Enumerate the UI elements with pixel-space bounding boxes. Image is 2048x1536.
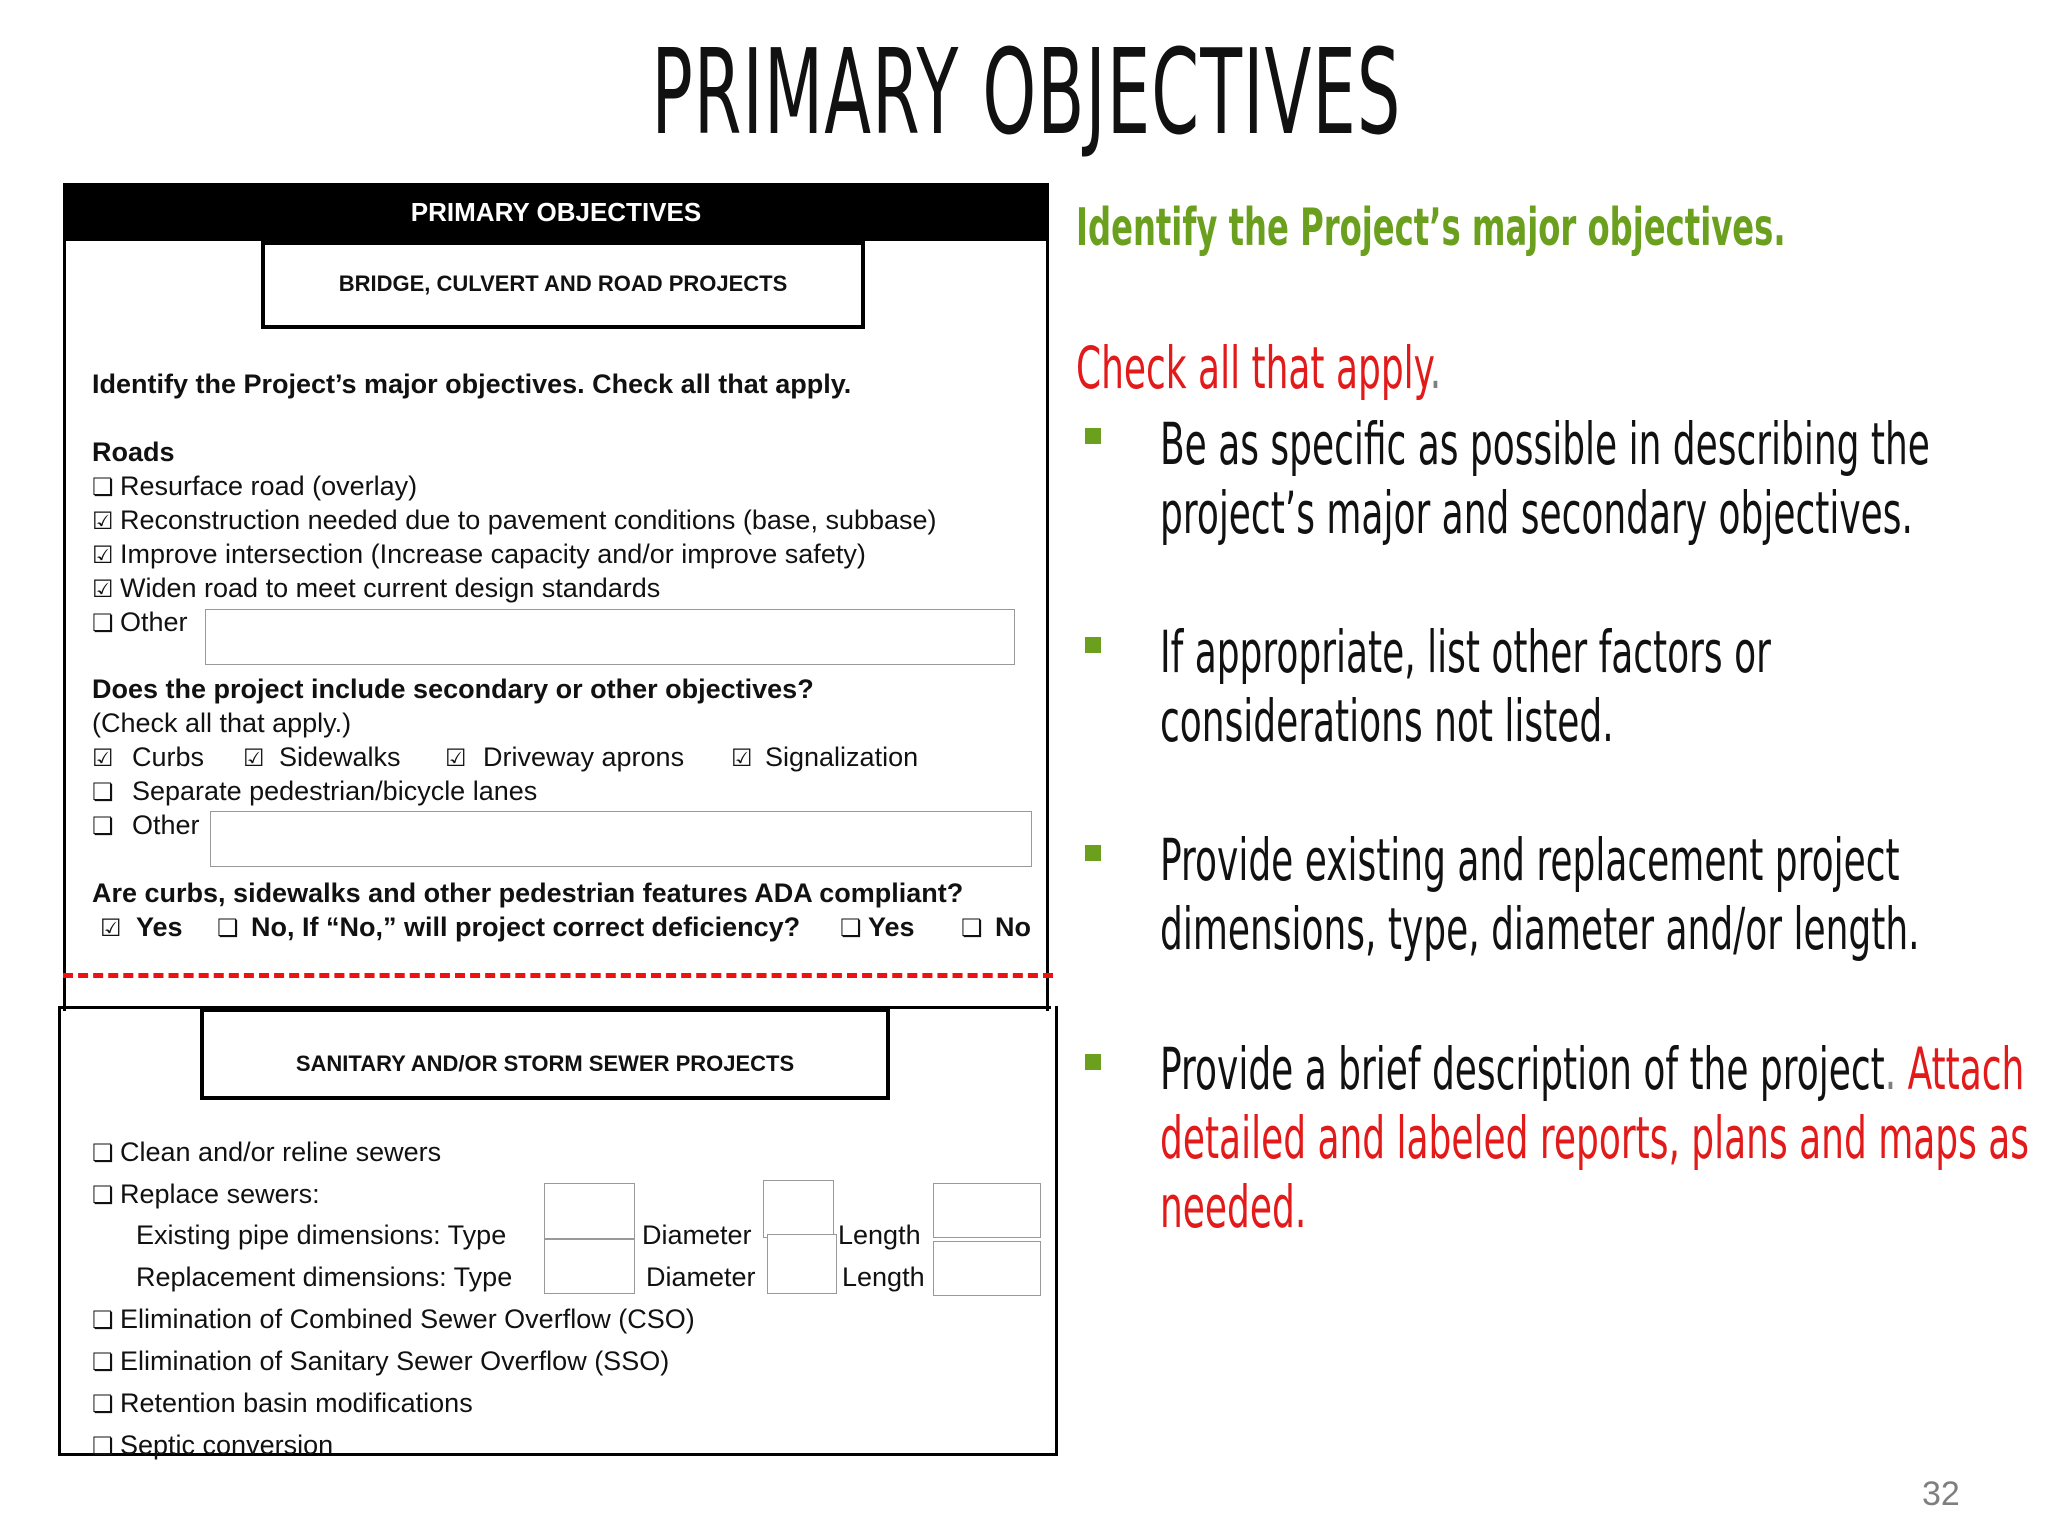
roads-other-input[interactable]	[205, 609, 1015, 665]
checked-box-icon[interactable]: ☑	[92, 541, 114, 569]
sewer-item-clean[interactable]: ❏ Clean and/or reline sewers	[92, 1137, 442, 1167]
form-border-right-lower	[1055, 1006, 1058, 1456]
square-bullet-icon	[1085, 1054, 1101, 1070]
checked-box-icon[interactable]: ☑	[92, 575, 114, 603]
checked-box-icon[interactable]: ☑	[445, 744, 467, 772]
replacement-diameter-label: Diameter	[646, 1262, 756, 1292]
empty-box-icon[interactable]: ❏	[92, 609, 114, 637]
replacement-dimensions-label: Replacement dimensions: Type	[136, 1262, 513, 1292]
bullet-description-line3: needed.	[1160, 1173, 1307, 1241]
section-title-roads: BRIDGE, CULVERT AND ROAD PROJECTS	[261, 241, 865, 329]
section-title-sewer: SANITARY AND/OR STORM SEWER PROJECTS	[200, 1008, 890, 1100]
existing-type-input[interactable]	[544, 1183, 635, 1239]
bullet-description-line2: detailed and labeled reports, plans and maps as	[1160, 1104, 2030, 1172]
ada-yes[interactable]: ☑ Yes	[100, 912, 183, 942]
empty-box-icon[interactable]: ❏	[92, 1348, 114, 1376]
form-border-left	[63, 241, 66, 1011]
replacement-diameter-input[interactable]	[767, 1234, 837, 1294]
secondary-item-driveway[interactable]: ☑ Driveway aprons	[445, 742, 685, 772]
checked-box-icon[interactable]: ☑	[92, 744, 114, 772]
existing-length-label: Length	[838, 1220, 921, 1250]
ada-question: Are curbs, sidewalks and other pedestrian features ADA compliant?	[92, 878, 964, 908]
bullet-specific-line2: project’s major and secondary objectives.	[1160, 479, 1913, 547]
bullet-dimensions-line1: Provide existing and replacement project	[1160, 826, 1900, 894]
bullet-description-line1: Provide a brief description of the project. Attach	[1160, 1035, 2025, 1103]
right-heading: Identify the Project’s major objectives.	[1076, 198, 1786, 258]
existing-dimensions-label: Existing pipe dimensions: Type	[136, 1220, 507, 1250]
bullet-dimensions-line2: dimensions, type, diameter and/or length.	[1160, 895, 1920, 963]
sewer-item-septic[interactable]: ❏ Septic conversion	[92, 1430, 334, 1460]
square-bullet-icon	[1085, 428, 1101, 444]
ada-correct-yes[interactable]: ❏ Yes	[840, 912, 915, 942]
replacement-length-input[interactable]	[933, 1241, 1041, 1296]
secondary-item-sidewalks[interactable]: ☑ Sidewalks	[243, 742, 401, 772]
square-bullet-icon	[1085, 637, 1101, 653]
check-all-note: Check all that apply.	[1076, 334, 1442, 402]
secondary-note: (Check all that apply.)	[92, 708, 352, 738]
empty-box-icon[interactable]: ❏	[92, 1432, 114, 1460]
sewer-item-cso[interactable]: ❏ Elimination of Combined Sewer Overflow (CSO)	[92, 1304, 695, 1334]
existing-diameter-label: Diameter	[642, 1220, 752, 1250]
empty-box-icon[interactable]: ❏	[92, 473, 114, 501]
roads-label: Roads	[92, 437, 175, 467]
secondary-item-curbs[interactable]: ☑ Curbs	[92, 742, 205, 772]
secondary-other-input[interactable]	[210, 811, 1032, 867]
roads-item-reconstruction[interactable]: ☑ Reconstruction needed due to pavement conditions (base, subbase)	[92, 505, 937, 535]
objectives-form	[63, 183, 1049, 1463]
replacement-length-label: Length	[842, 1262, 925, 1292]
roads-item-resurface[interactable]: ❏ Resurface road (overlay)	[92, 471, 418, 501]
form-intro: Identify the Project’s major objectives. Check all that apply.	[92, 369, 852, 399]
empty-box-icon[interactable]: ❏	[92, 812, 114, 840]
empty-box-icon[interactable]: ❏	[92, 1390, 114, 1418]
secondary-item-signalization[interactable]: ☑ Signalization	[731, 742, 919, 772]
page-title: PRIMARY OBJECTIVES	[651, 23, 1402, 161]
empty-box-icon[interactable]: ❏	[217, 914, 239, 942]
empty-box-icon[interactable]: ❏	[840, 914, 862, 942]
replacement-type-input[interactable]	[544, 1239, 635, 1294]
checked-box-icon[interactable]: ☑	[731, 744, 753, 772]
empty-box-icon[interactable]: ❏	[92, 1306, 114, 1334]
bullet-factors-line1: If appropriate, list other factors or	[1160, 618, 1771, 686]
page-number: 32	[1922, 1475, 1960, 1513]
existing-diameter-input[interactable]	[763, 1180, 834, 1238]
sewer-item-replace[interactable]: ❏ Replace sewers:	[92, 1179, 320, 1209]
ada-no[interactable]: ❏ No, If “No,” will project correct deficiency?	[217, 912, 801, 942]
checked-box-icon[interactable]: ☑	[92, 507, 114, 535]
sewer-item-sso[interactable]: ❏ Elimination of Sanitary Sewer Overflow (SSO)	[92, 1346, 670, 1376]
checked-box-icon[interactable]: ☑	[243, 744, 265, 772]
form-border-left-lower	[58, 1006, 61, 1456]
secondary-item-other[interactable]: ❏ Other	[92, 810, 200, 840]
ada-correct-no[interactable]: ❏ No	[961, 912, 1031, 942]
roads-item-other[interactable]: ❏ Other	[92, 607, 188, 637]
form-border-right	[1046, 241, 1049, 1011]
empty-box-icon[interactable]: ❏	[92, 1139, 114, 1167]
existing-length-input[interactable]	[933, 1183, 1041, 1238]
roads-item-intersection[interactable]: ☑ Improve intersection (Increase capacity and/or improve safety)	[92, 539, 866, 569]
empty-box-icon[interactable]: ❏	[961, 914, 983, 942]
form-header: PRIMARY OBJECTIVES	[63, 183, 1049, 241]
sewer-item-retention[interactable]: ❏ Retention basin modifications	[92, 1388, 473, 1418]
empty-box-icon[interactable]: ❏	[92, 778, 114, 806]
square-bullet-icon	[1085, 845, 1101, 861]
roads-item-widen[interactable]: ☑ Widen road to meet current design standards	[92, 573, 661, 603]
empty-box-icon[interactable]: ❏	[92, 1181, 114, 1209]
secondary-question: Does the project include secondary or other objectives?	[92, 674, 814, 704]
checked-box-icon[interactable]: ☑	[100, 914, 122, 942]
secondary-item-bicycle[interactable]: ❏ Separate pedestrian/bicycle lanes	[92, 776, 538, 806]
red-dashed-divider	[63, 973, 1053, 978]
bullet-specific-line1: Be as specific as possible in describing the	[1160, 410, 1930, 478]
bullet-factors-line2: considerations not listed.	[1160, 687, 1614, 755]
